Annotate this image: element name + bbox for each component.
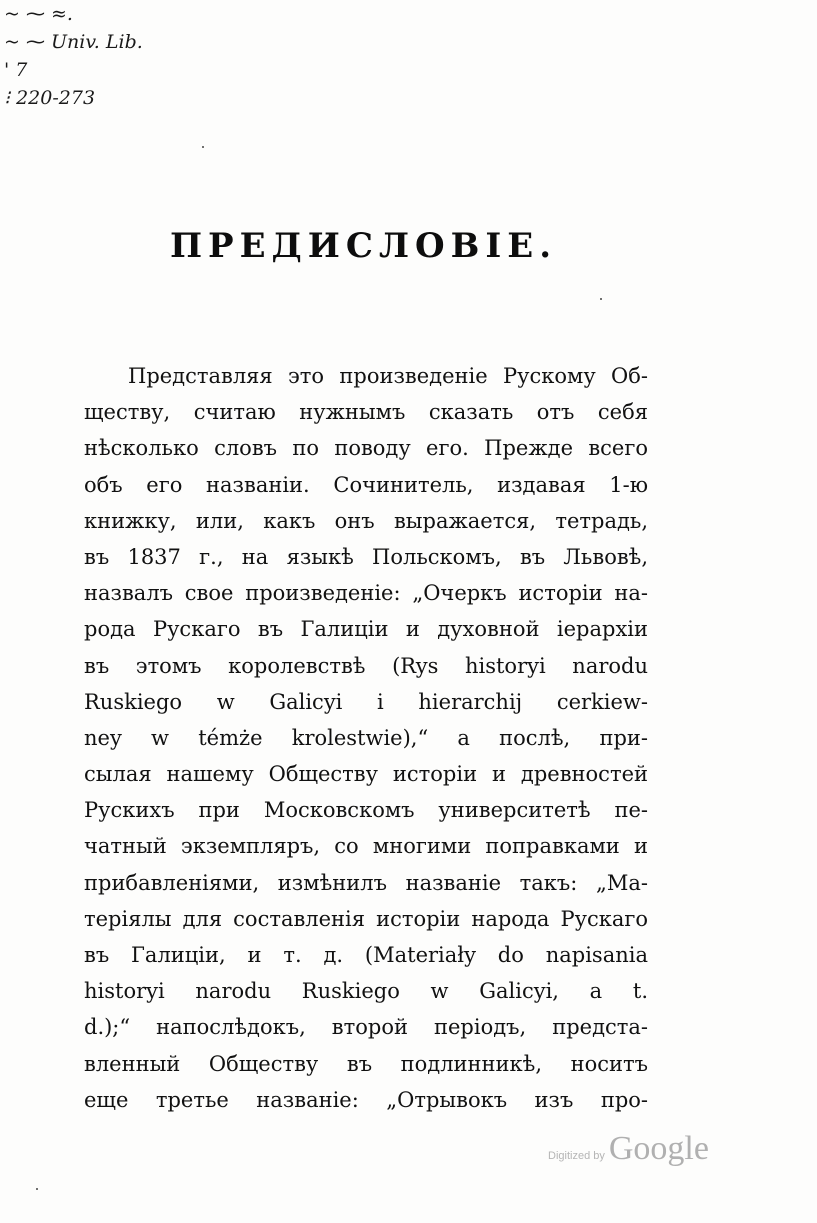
watermark-prefix: Digitized by (548, 1150, 605, 1162)
text-line: чатный экземпляръ, со многими поправками и (84, 834, 648, 859)
shelfmark-line: ~ ⁓ Univ. Lib. (4, 31, 143, 53)
text-line: Представляя это произведеніе Рускому Об- (128, 364, 648, 388)
ink-speck (36, 1188, 38, 1190)
text-line: объ его названіи. Сочинитель, издавая 1-ю (84, 472, 648, 497)
text-line: книжку, или, какъ онъ выражается, тетрадь, (84, 508, 648, 533)
text-line: прибавленіями, измѣнилъ названіе такъ: „Ма- (84, 870, 648, 895)
preface-paragraph (84, 358, 648, 1118)
text-line: вленный Обществу въ подлинникѣ, носитъ (84, 1051, 648, 1076)
text-line: теріялы для составленія исторіи народа Рускаго (84, 906, 648, 931)
digitized-watermark (548, 1130, 709, 1168)
shelfmark-line: ⁝ 220-273 (4, 87, 96, 109)
text-line: назвалъ свое произведеніе: „Очеркъ исторіи на- (84, 581, 648, 606)
text-line: Ruskiego w Galicyi i hierarchij cerkiew- (84, 689, 648, 714)
text-line: еще третье названіе: „Отрывокъ изъ про- (84, 1087, 648, 1112)
text-line: сылая нашему Обществу исторіи и древностей (84, 762, 648, 787)
text-line: въ Галиціи, и т. д. (Materiały do napisania (84, 943, 648, 967)
ink-speck (600, 298, 602, 300)
text-line: Рускихъ при Московскомъ университетѣ пе- (84, 798, 648, 823)
shelfmark-line: ' 7 (4, 59, 28, 81)
text-line: въ 1837 г., на языкѣ Польскомъ, въ Львовѣ, (84, 544, 648, 569)
ink-speck (202, 146, 204, 148)
text-line: ney w témże krolestwie),“ а послѣ, при- (84, 725, 648, 750)
text-line: въ этомъ королевствѣ (Rys historyi narodu (84, 653, 648, 678)
text-line: нѣсколько словъ по поводу его. Прежде всего (84, 436, 648, 461)
text-line: d.);“ напослѣдокъ, второй періодъ, предста- (84, 1015, 648, 1040)
shelfmark-line: ~ ⁓ ≈. (4, 3, 73, 25)
text-line: рода Рускаго въ Галиціи и духовной іерархіи (84, 617, 648, 642)
page-title: ПРЕДИСЛОВІЕ. (169, 226, 558, 266)
text-line: ществу, считаю нужнымъ сказать отъ себя (84, 400, 648, 425)
library-shelfmark (4, 0, 143, 112)
google-logo: Google (608, 1130, 709, 1167)
text-line: historyi narodu Ruskiego w Galicyi, a t. (84, 979, 648, 1004)
